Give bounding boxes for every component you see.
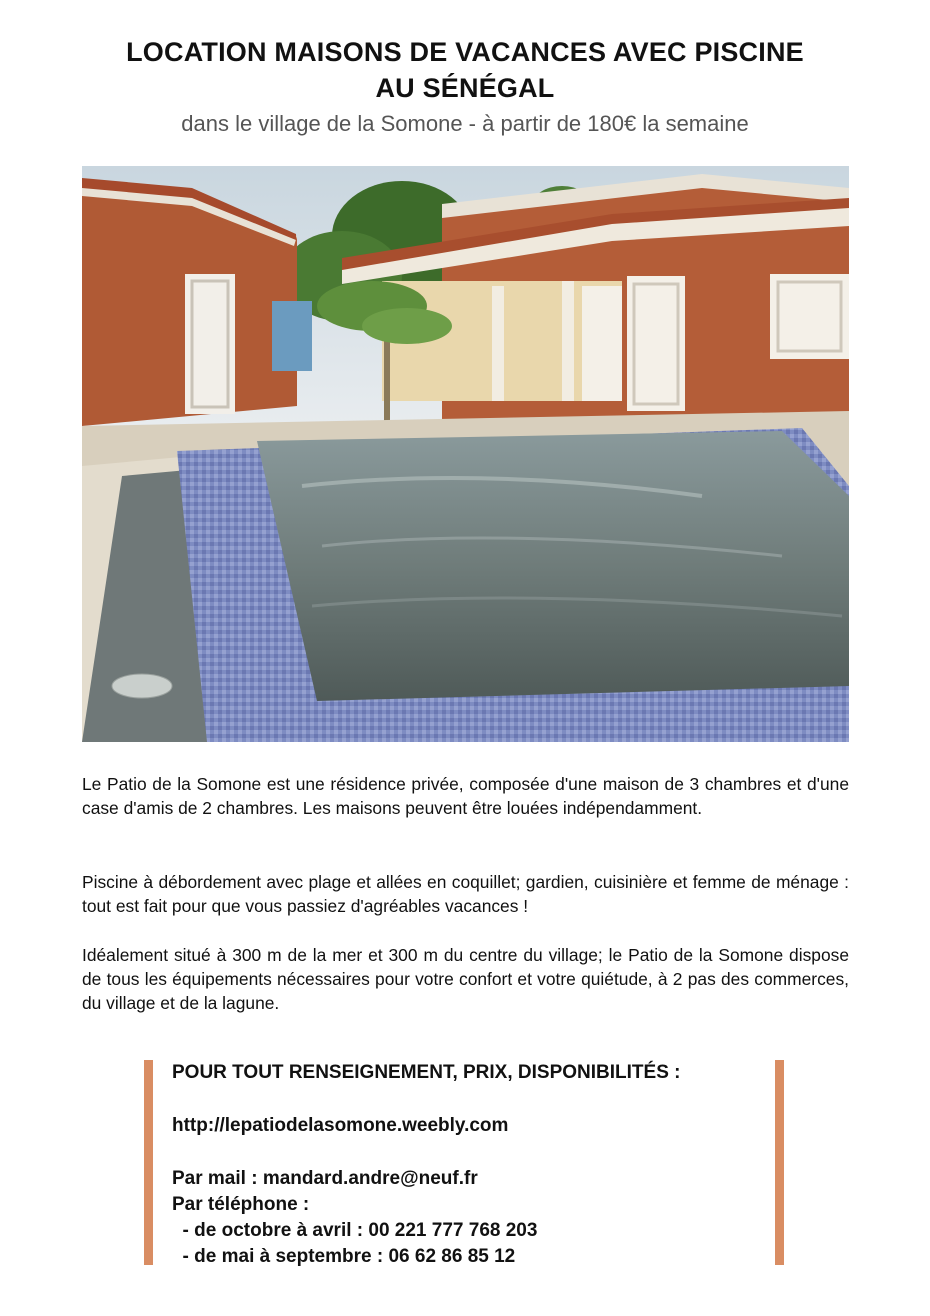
contact-heading: POUR TOUT RENSEIGNEMENT, PRIX, DISPONIBILITÉS : (172, 1062, 681, 1083)
description-paragraph-2: Piscine à débordement avec plage et allées en coquillet; gardien, cuisinière et femme de ménage : tout est fait pour que vous passiez d'agréables vacances ! (82, 872, 849, 916)
contact-mail[interactable]: Par mail : mandard.andre@neuf.fr (172, 1168, 478, 1189)
website-link[interactable]: http://lepatiodelasomone.weebly.com (172, 1115, 509, 1136)
contact-box (144, 1060, 784, 1265)
page-title (60, 34, 870, 106)
page-subtitle: dans le village de la Somone - à partir de 180€ la semaine (181, 111, 749, 136)
title-line-1: LOCATION MAISONS DE VACANCES AVEC PISCINE (126, 37, 804, 67)
description-paragraph-3: Idéalement situé à 300 m de la mer et 300 m du centre du village; le Patio de la Somone dispose de tous les équipements nécessaires pour votre confort et votre quiétude, à 2 pas des commerces, du village et de la lagune. (82, 945, 849, 1013)
accent-bar-left (144, 1060, 153, 1265)
contact-phone-label: Par téléphone : (172, 1194, 310, 1215)
villa-with-pool-photo (82, 166, 849, 742)
contact-phone-summer: - de mai à septembre : 06 62 86 85 12 (172, 1246, 516, 1267)
title-line-2: AU SÉNÉGAL (375, 73, 555, 103)
accent-bar-right (775, 1060, 784, 1265)
contact-phone-winter: - de octobre à avril : 00 221 777 768 203 (172, 1220, 538, 1241)
description-paragraph-1: Le Patio de la Somone est une résidence privée, composée d'une maison de 3 chambres et d'une case d'amis de 2 chambres. Les maisons peuvent être louées indépendamment. (82, 774, 849, 818)
